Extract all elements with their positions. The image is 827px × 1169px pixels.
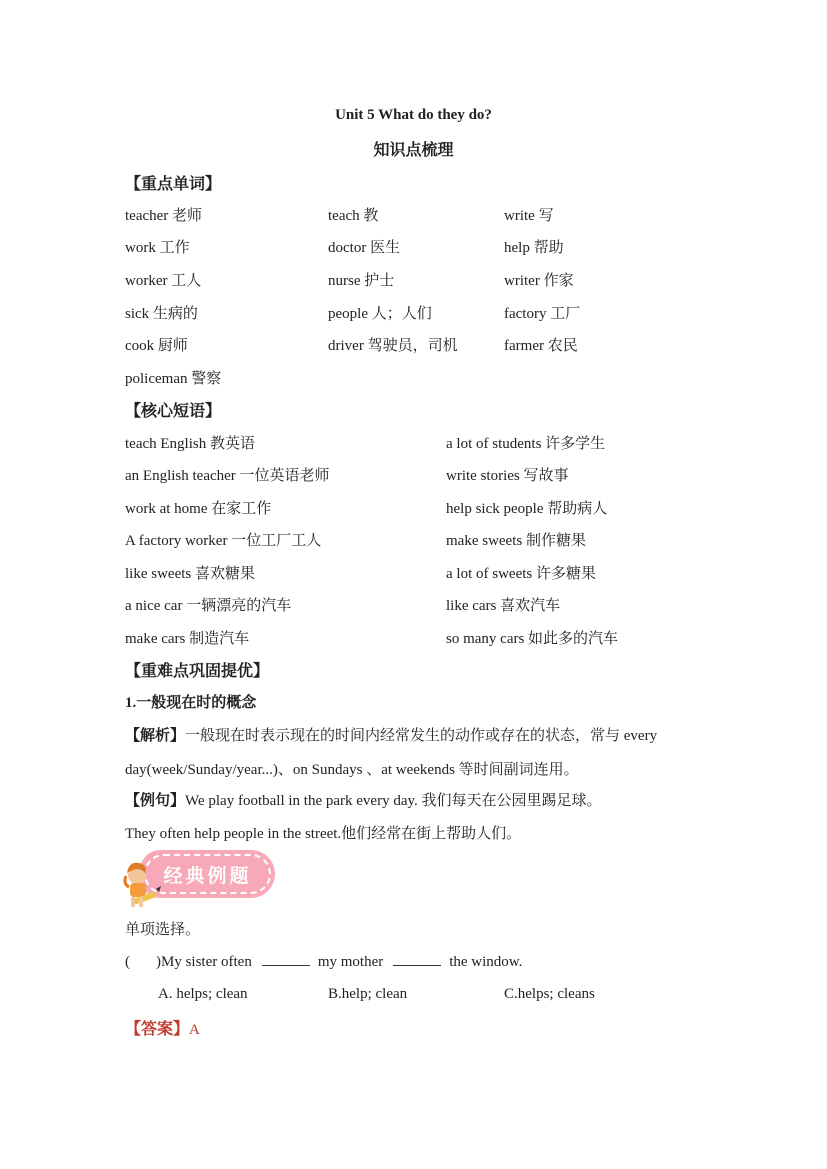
question-part-1: My sister often [161, 954, 252, 970]
vocab-item: policeman 警察 [125, 371, 222, 387]
analysis-text: 一般现在时表示现在的时间内经常发生的动作或存在的状态，常与 every [185, 728, 658, 744]
vocab-item: work 工作 [125, 240, 190, 256]
phrase-item: like sweets 喜欢糖果 [125, 566, 255, 582]
answer-line [125, 1016, 200, 1039]
grammar-point-title: 1.一般现在时的概念 [125, 695, 257, 711]
girl-with-pencil-icon [123, 849, 163, 911]
option-b[interactable]: B.help; clean [328, 986, 408, 1002]
phrase-item: like cars 喜欢汽车 [446, 598, 561, 614]
phrase-item: a nice car 一辆漂亮的汽车 [125, 598, 292, 614]
vocab-item: people 人；人们 [328, 306, 432, 322]
vocab-item: doctor 医生 [328, 240, 401, 256]
example-line-2: They often help people in the street.他们经常在街上帮助人们。 [125, 826, 522, 842]
vocab-item: cook 厨师 [125, 338, 188, 354]
option-a[interactable]: A. helps; clean [158, 986, 248, 1002]
phrase-item: work at home 在家工作 [125, 501, 272, 517]
example-text: We play football in the park every day. 我们每天在公园里踢足球。 [185, 793, 602, 809]
key-points-heading: 【重难点巩固提优】 [125, 663, 270, 680]
vocab-item: farmer 农民 [504, 338, 578, 354]
phrase-item: teach English 教英语 [125, 436, 255, 452]
blank-2[interactable] [393, 953, 441, 966]
analysis-label: 【解析】 [125, 728, 186, 744]
blank-1[interactable] [262, 953, 310, 966]
vocab-heading: 【重点单词】 [125, 176, 222, 193]
answer-label: 【答案】 [125, 1021, 190, 1038]
analysis-line-1 [125, 724, 657, 745]
document-title: Unit 5 What do they do? [335, 107, 492, 123]
badge-label: 经典例题 [163, 865, 252, 887]
document-subtitle: 知识点梳理 [373, 142, 454, 159]
phrase-item: help sick people 帮助病人 [446, 501, 608, 517]
question-part-3: the window. [449, 954, 523, 970]
question-part-2: my mother [317, 954, 384, 970]
answer-paren-open: ( [125, 954, 130, 970]
example-line-1 [125, 789, 602, 810]
phrase-item: a lot of students 许多学生 [446, 436, 606, 452]
answer-value: A [189, 1022, 200, 1038]
vocab-item: write 写 [504, 208, 554, 224]
vocab-item: teach 教 [328, 208, 379, 224]
vocab-item: teacher 老师 [125, 208, 203, 224]
vocab-item: worker 工人 [125, 273, 202, 289]
phrase-item: make sweets 制作糖果 [446, 533, 586, 549]
phrase-item: an English teacher 一位英语老师 [125, 468, 330, 484]
vocab-item: writer 作家 [504, 273, 574, 289]
phrase-item: write stories 写故事 [446, 468, 569, 484]
vocab-item: nurse 护士 [328, 273, 395, 289]
analysis-line-2: day(week/Sunday/year...)、on Sundays 、at weekends 等时间副词连用。 [125, 762, 579, 778]
vocab-item: sick 生病的 [125, 306, 198, 322]
option-c[interactable]: C.helps; cleans [504, 986, 595, 1002]
phrase-item: A factory worker 一位工厂工人 [125, 533, 322, 549]
vocab-item: driver 驾驶员，司机 [328, 338, 458, 354]
vocab-item: help 帮助 [504, 240, 564, 256]
phrase-item: so many cars 如此多的汽车 [446, 631, 619, 647]
vocab-item: factory 工厂 [504, 306, 581, 322]
phrase-heading: 【核心短语】 [125, 403, 222, 420]
phrase-item: a lot of sweets 许多糖果 [446, 566, 596, 582]
exercise-instruction: 单项选择。 [125, 922, 201, 938]
example-label: 【例句】 [125, 793, 186, 809]
answer-paren-close: ) [156, 954, 161, 970]
classic-examples-badge [123, 849, 277, 911]
phrase-item: make cars 制造汽车 [125, 631, 250, 647]
question-line [125, 953, 522, 971]
